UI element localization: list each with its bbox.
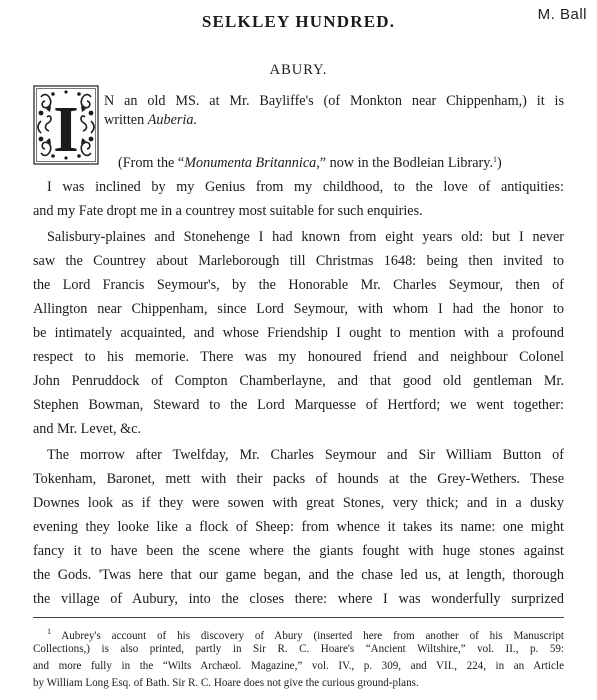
- body-line-13: Stephen Bowman, Steward to the Lord Marquesse of Hertford; we went together:: [33, 397, 564, 413]
- body-line-12: John Penruddock of Compton Chamberlayne, and that good old gentleman Mr.: [33, 373, 564, 389]
- ornamental-initial: [33, 85, 99, 165]
- body-line-2: written Auberia.: [104, 112, 197, 128]
- body-line-5: and my Fate dropt me in a countrey most suitable for such enquiries.: [33, 203, 423, 219]
- body-line-15: The morrow after Twelfday, Mr. Charles Seymour and Sir William Button of: [47, 447, 564, 463]
- footnote-marker: 1: [493, 155, 497, 164]
- body-line-3: (From the “Monumenta Britannica,” now in the Bodleian Library.$^1$): [118, 155, 502, 171]
- handwritten-annotation: M. Ball: [537, 6, 587, 23]
- body-line-20: the Gods. 'Twas here that our game began, and the chase led us, at length, thorough: [33, 567, 564, 583]
- running-head: SELKLEY HUNDRED.: [201, 12, 396, 31]
- body-line-4: I was inclined by my Genius from my childhood, to the love of antiquities:: [47, 179, 564, 195]
- body-line-10: be intimately acquainted, and whose Friendship I ought to mention with a profound: [33, 325, 564, 341]
- section-title: ABURY.: [269, 62, 328, 78]
- footnote-line-1: $^1$ Aubrey's account of his discovery of Abury (inserted here from another of his Manuscript: [47, 627, 564, 642]
- body-line-1: N an old MS. at Mr. Bayliffe's (of Monkton near Chippenham,) it is: [104, 93, 564, 109]
- body-line-21: the village of Aubury, into the closes there: where I was wonderfully surprized: [33, 591, 564, 607]
- body-line-11: respect to his memorie. There was my honoured friend and neighbour Colonel: [33, 349, 564, 365]
- footnote-line-3: and more fully in the “Wilts Archæol. Magazine,” vol. IV., p. 309, and VII., 224, in an Article: [33, 660, 564, 672]
- footnote-line-2: Collections,) is also printed, partly in Sir R. C. Hoare's “Ancient Wiltshire,” vol. II., p. 59:: [33, 643, 564, 655]
- body-line-7: saw the Countrey about Marleborough till Christmas 1648: being then invited to: [33, 253, 564, 269]
- dropcap-letter: I: [53, 93, 79, 165]
- body-line-8: the Lord Francis Seymour's, by the Honorable Mr. Charles Seymour, then of: [33, 277, 564, 293]
- body-line-9: Allington near Chippenham, since Lord Seymour, with whom I had the honor to: [33, 301, 564, 317]
- footnote-line-4: by William Long Esq. of Bath. Sir R. C. Hoare does not give the curious ground-plans.: [33, 677, 419, 689]
- body-line-19: fancy it to have been the scene where the giants fought with huge stones against: [33, 543, 564, 559]
- footnote-number: 1: [47, 627, 51, 636]
- body-line-18: evening they looke like a flock of Sheep: from whence it takes its name: one might: [33, 519, 564, 535]
- body-line-17: Downes look as if they were sowen with great Stones, very thick; and in a dusky: [33, 495, 564, 511]
- body-line-16: Tokenham, Baronet, mett with their packs of hounds at the Grey-Wethers. These: [33, 471, 564, 487]
- body-line-6: Salisbury-plaines and Stonehenge I had known from eight years old: but I never: [47, 229, 564, 245]
- footnote-rule: [33, 617, 564, 618]
- body-line-14: and Mr. Levet, &c.: [33, 421, 141, 437]
